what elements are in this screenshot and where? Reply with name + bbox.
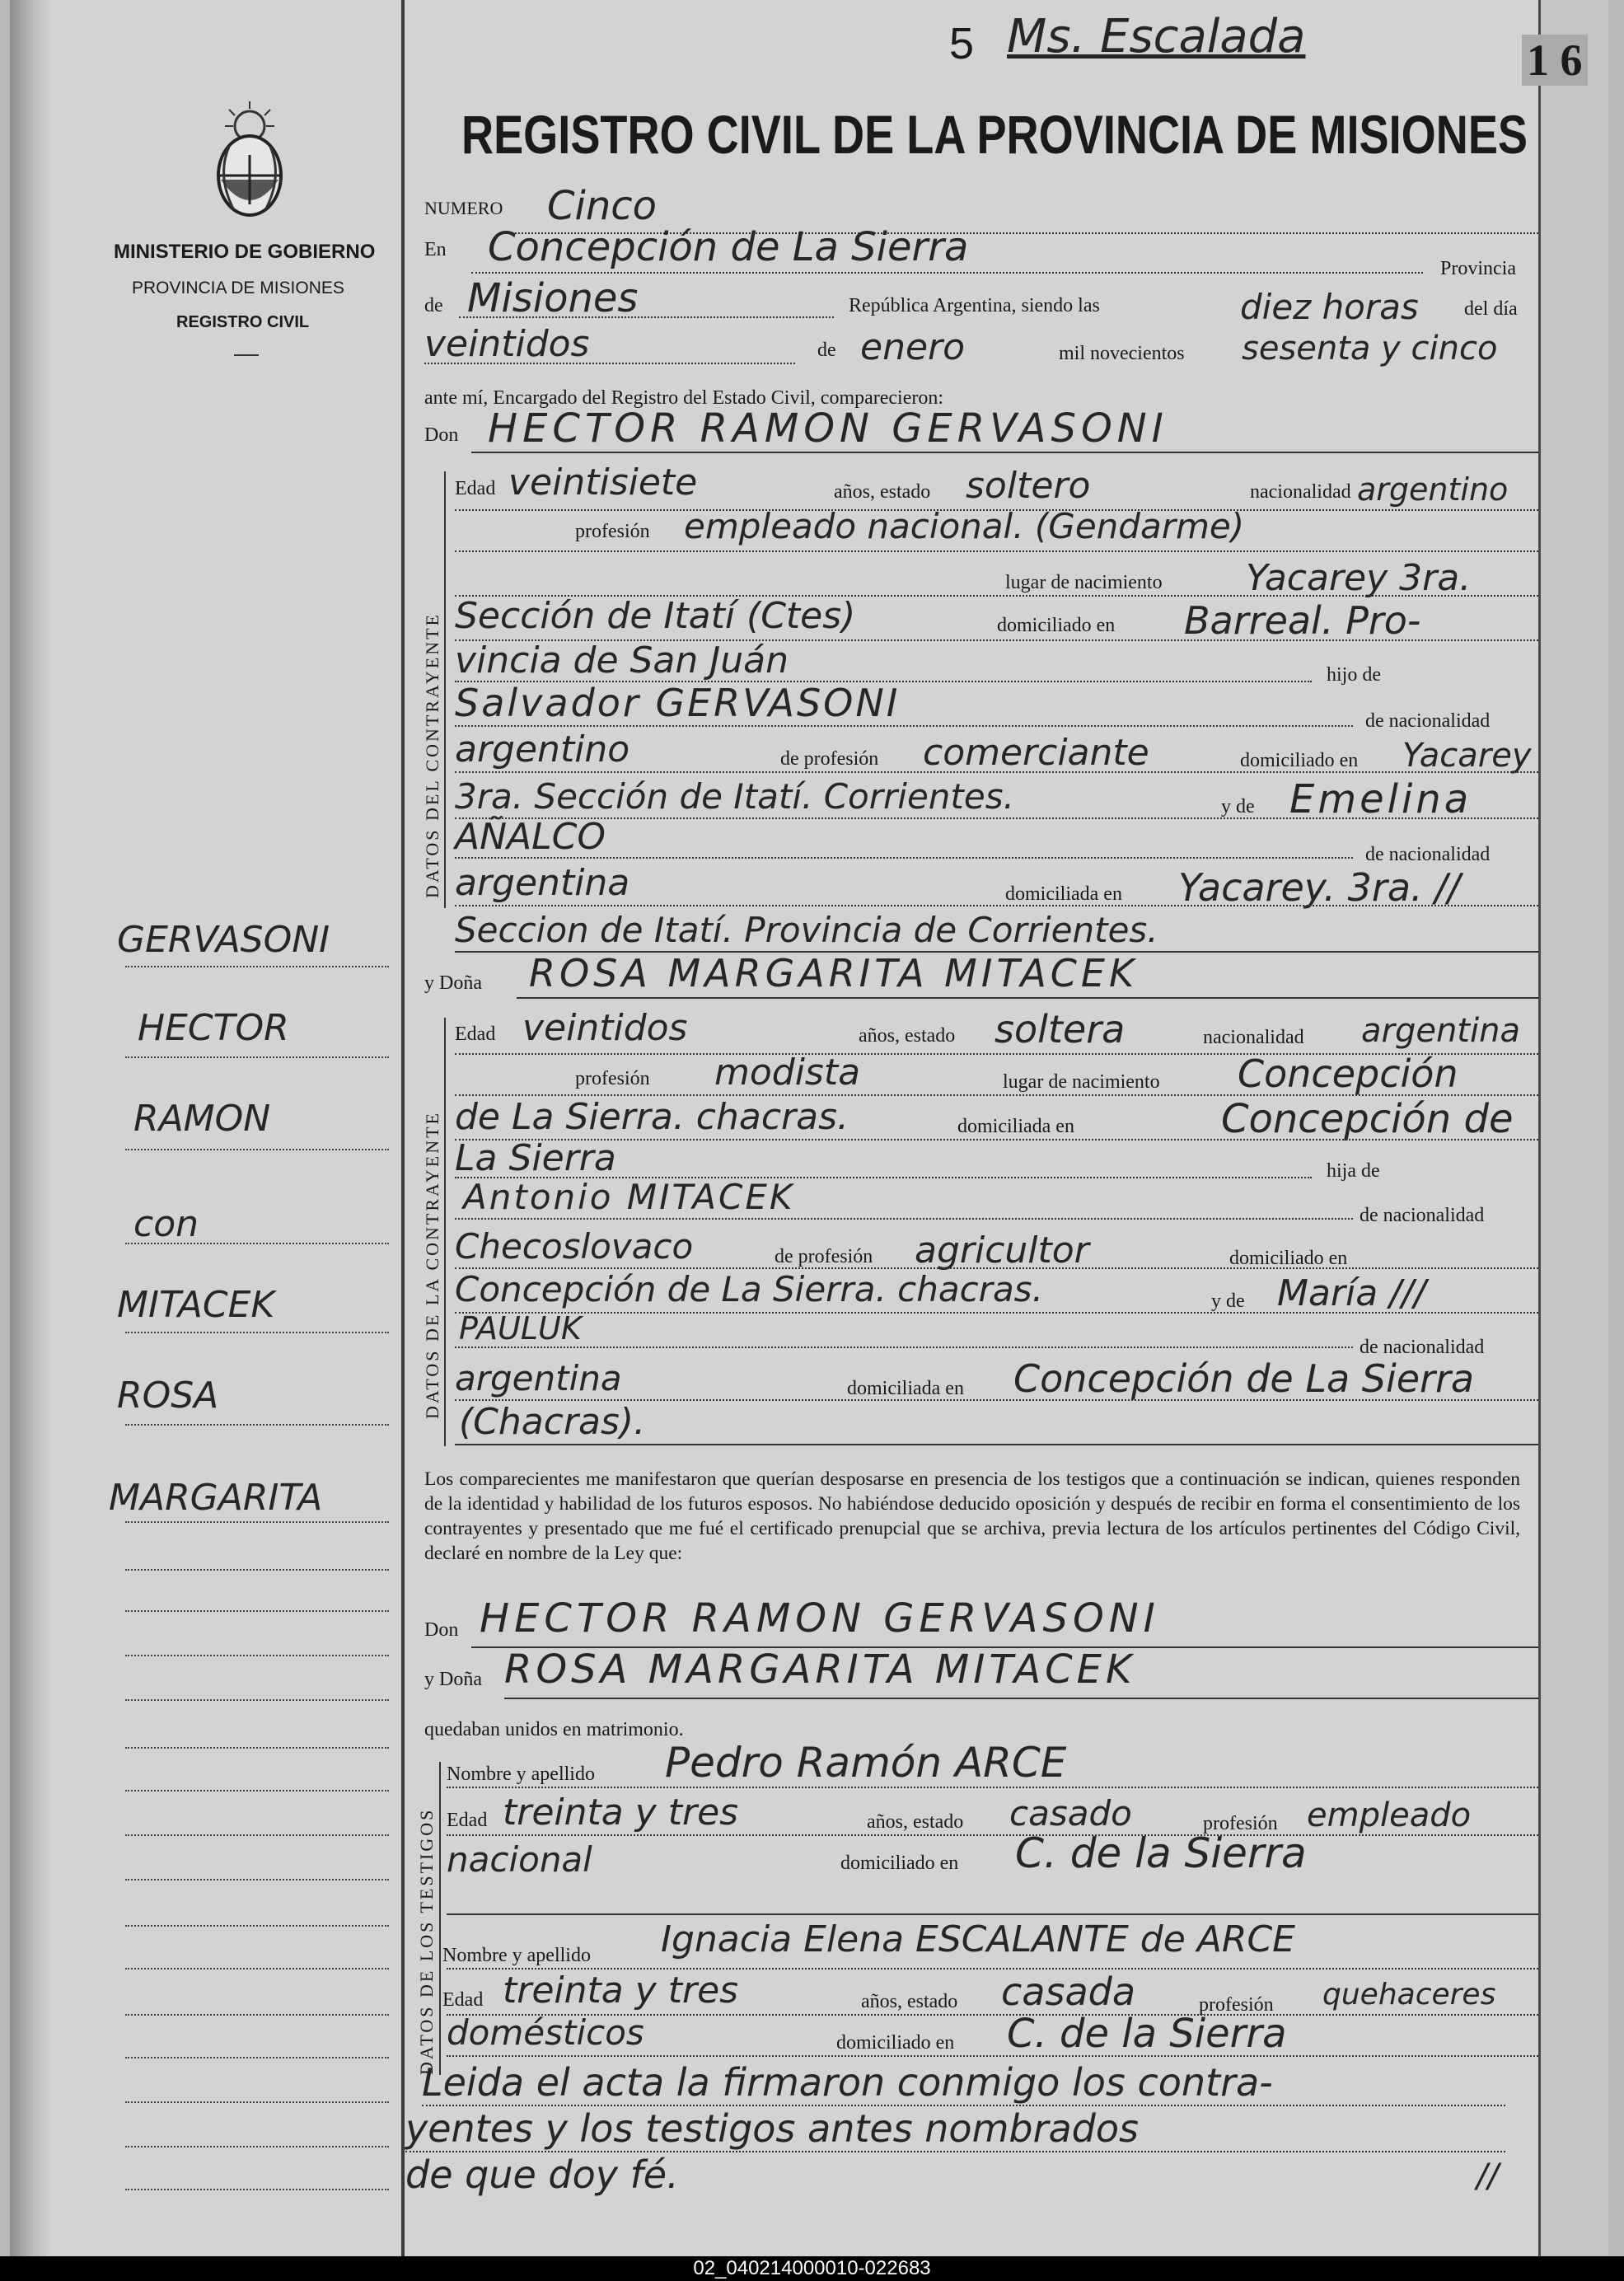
nombre-apellido-label: Nombre y apellido: [447, 1763, 595, 1785]
line: [455, 857, 1353, 859]
domiciliada-label: domiciliada en: [957, 1116, 1074, 1137]
margin-rule: [125, 2014, 389, 2016]
registry-dash: [234, 354, 259, 356]
groom-address: Barreal. Pro-: [1184, 598, 1421, 643]
margin-rule: [125, 1747, 389, 1749]
bride-name-final: ROSA MARGARITA MITACEK: [504, 1646, 1136, 1693]
witness2-address: C. de la Sierra: [1007, 2011, 1287, 2057]
binding-shadow: [10, 0, 49, 2256]
margin-rule: [125, 2101, 389, 2103]
line: [455, 1218, 1353, 1220]
groom-father-nationality: argentino: [455, 728, 630, 770]
groom-name: HECTOR RAMON GERVASONI: [488, 405, 1168, 452]
groom-birthplace: Yacarey 3ra.: [1246, 557, 1472, 599]
witnesses-bracket: [439, 1762, 441, 2075]
bride-father-profession: agricultor: [915, 1229, 1089, 1272]
line: [504, 1698, 1538, 1699]
witness1-profession-2: nacional: [447, 1839, 592, 1880]
domiciliado-label: domiciliado en: [1229, 1248, 1348, 1269]
bride-birthplace: Concepción: [1238, 1052, 1458, 1096]
groom-nationality: argentino: [1357, 471, 1509, 508]
line: [447, 1787, 1538, 1788]
bride-profession: modista: [714, 1052, 861, 1094]
margin-name: GERVASONI: [117, 919, 330, 961]
republica-label: República Argentina, siendo las: [849, 295, 1100, 316]
document-page: [10, 0, 1608, 2256]
de-nacionalidad-label: de nacionalidad: [1365, 710, 1491, 732]
y-de-label: y de: [1221, 796, 1255, 817]
closing-line-1: Leida el acta la firmaron conmigo los contra-: [422, 2060, 1273, 2105]
groom-father-address-2: 3ra. Sección de Itatí. Corrientes.: [455, 776, 1014, 817]
margin-rule: [125, 1149, 389, 1150]
province-value: Misiones: [467, 275, 639, 321]
witness1-profession: empleado: [1307, 1796, 1472, 1834]
margin-rule: [125, 1610, 389, 1612]
witness2-state: casada: [1001, 1970, 1136, 2014]
bride-address-2: La Sierra: [455, 1137, 616, 1179]
registry-label: REGISTRO CIVIL: [176, 313, 310, 331]
anos-estado-label: años, estado: [834, 481, 931, 503]
line: [455, 771, 1538, 773]
bride-father-nationality: Checoslovaco: [455, 1226, 694, 1267]
de-nacionalidad-label: de nacionalidad: [1360, 1205, 1485, 1226]
bride-father-address: Concepción de La Sierra. chacras.: [455, 1269, 1043, 1309]
margin-rule: [125, 2189, 389, 2190]
closing-mark: //: [1477, 2157, 1499, 2195]
en-label: En: [424, 239, 447, 260]
mil-label: mil novecientos: [1059, 343, 1185, 364]
don-label: Don: [424, 1619, 459, 1641]
don-label: Don: [424, 424, 459, 446]
de-mes-label: de: [817, 340, 836, 361]
groom-father: Salvador GERVASONI: [455, 681, 901, 725]
groom-bracket: [444, 471, 446, 908]
margin-rule: [125, 1424, 389, 1426]
folio-number: 1 6: [1522, 35, 1588, 86]
profesion-label: profesión: [575, 1068, 650, 1089]
line: [455, 905, 1538, 906]
bride-mother: María ///: [1277, 1272, 1426, 1314]
bride-father: Antonio MITACEK: [463, 1177, 795, 1217]
bride-state: soltera: [995, 1007, 1126, 1052]
line: [455, 550, 1538, 552]
line: [459, 316, 834, 318]
witness1-address: C. de la Sierra: [1015, 1829, 1307, 1877]
profesion-label: profesión: [1199, 1994, 1274, 2016]
domiciliado-label: domiciliado en: [836, 2032, 955, 2054]
domiciliada-label: domiciliada en: [847, 1378, 964, 1399]
line: [471, 452, 1538, 453]
nacionalidad-label: nacionalidad: [1203, 1027, 1304, 1048]
bride-nationality: argentina: [1361, 1012, 1520, 1050]
next-page-edge: [1541, 0, 1608, 2256]
anos-estado-label: años, estado: [859, 1025, 956, 1047]
margin-rule: [125, 1790, 389, 1792]
anos-estado-label: años, estado: [867, 1811, 964, 1833]
groom-mother-nationality: argentina: [455, 862, 630, 904]
de-label: de: [424, 295, 443, 316]
margin-rule: [125, 1569, 389, 1571]
month-value: enero: [860, 326, 966, 368]
numero-label: NUMERO: [424, 198, 503, 218]
profesion-label: profesión: [575, 521, 650, 542]
corner-signature: Ms. Escalada: [1007, 10, 1306, 63]
margin-name: MITACEK: [117, 1284, 275, 1326]
groom-section-label: DATOS DEL CONTRAYENTE: [422, 612, 442, 898]
de-nacionalidad-label: de nacionalidad: [1365, 844, 1491, 865]
del-dia-label: del día: [1464, 298, 1518, 320]
margin-rule: [125, 2057, 389, 2059]
margin-rule: [125, 1968, 389, 1970]
groom-birthplace-2: Sección de Itatí (Ctes): [455, 595, 856, 637]
margin-rule: [125, 1332, 389, 1333]
margin-rule: [125, 1699, 389, 1701]
line: [455, 1312, 1538, 1314]
groom-mother-2: AÑALCO: [455, 816, 606, 858]
bride-mother-2: PAULUK: [459, 1310, 582, 1347]
witnesses-section-label: DATOS DE LOS TESTIGOS: [416, 1807, 437, 2075]
hija-de-label: hija de: [1327, 1160, 1380, 1182]
nombre-apellido-label: Nombre y apellido: [442, 1945, 591, 1966]
margin-name: HECTOR: [138, 1007, 289, 1049]
hijo-de-label: hijo de: [1327, 664, 1381, 686]
domiciliado-label: domiciliado en: [997, 615, 1116, 636]
domiciliado-label: domiciliado en: [840, 1852, 959, 1874]
bride-mother-nationality: argentina: [455, 1358, 622, 1398]
groom-address-2: vincia de San Juán: [455, 639, 789, 681]
margin-name: con: [133, 1203, 199, 1245]
image-id-footer: 02_040214000010-022683: [0, 2256, 1624, 2281]
line: [517, 997, 1538, 999]
margin-rule: [125, 1879, 389, 1881]
de-profesion-label: de profesión: [780, 748, 879, 770]
witness1-age: treinta y tres: [503, 1792, 739, 1834]
groom-profession: empleado nacional. (Gendarme): [684, 506, 1245, 546]
line: [447, 1834, 1538, 1836]
edad-label: Edad: [455, 478, 496, 499]
bride-address: Concepción de: [1221, 1096, 1514, 1142]
margin-rule: [125, 1925, 389, 1927]
bride-name: ROSA MARGARITA MITACEK: [529, 951, 1139, 995]
bride-birthplace-2: de La Sierra. chacras.: [455, 1096, 849, 1138]
day-value: veintidos: [424, 323, 590, 365]
bride-section-label: DATOS DE LA CONTRAYENTE: [422, 1111, 442, 1419]
groom-name-final: HECTOR RAMON GERVASONI: [480, 1595, 1160, 1642]
lugar-nacimiento-label: lugar de nacimiento: [1003, 1071, 1160, 1093]
line: [455, 1444, 1538, 1445]
line: [455, 1347, 1353, 1348]
line: [447, 1913, 1538, 1915]
witness2-name: Ignacia Elena ESCALANTE de ARCE: [661, 1918, 1295, 1960]
witness2-profession-2: domésticos: [447, 2012, 644, 2053]
numero-value: Cinco: [547, 183, 658, 229]
edad-label: Edad: [447, 1810, 488, 1831]
margin-name: RAMON: [133, 1098, 271, 1140]
page-number: 5: [949, 19, 975, 68]
line: [455, 1139, 1538, 1140]
margin-rule: [125, 2146, 389, 2148]
groom-father-address: Yacarey: [1402, 737, 1532, 775]
coat-of-arms-icon: [204, 97, 295, 221]
groom-mother: Emelina: [1289, 776, 1472, 822]
bride-bracket: [444, 1018, 446, 1446]
line: [455, 817, 1538, 819]
de-nacionalidad-label: de nacionalidad: [1360, 1337, 1485, 1358]
place-value: Concepción de La Sierra: [488, 224, 969, 270]
provincia-label: Provincia: [1440, 258, 1516, 279]
witness1-name: Pedro Ramón ARCE: [665, 1739, 1067, 1787]
witness2-profession: quehaceres: [1322, 1978, 1496, 2012]
groom-state: soltero: [966, 465, 1091, 507]
groom-father-profession: comerciante: [923, 732, 1149, 774]
witness1-state: casado: [1009, 1793, 1132, 1834]
profesion-label: profesión: [1203, 1813, 1278, 1834]
groom-mother-address: Yacarey. 3ra. //: [1178, 865, 1461, 910]
line: [447, 2055, 1538, 2057]
line: [424, 363, 795, 364]
ministry-label: MINISTERIO DE GOBIERNO: [114, 241, 376, 263]
margin-rule: [125, 966, 389, 967]
time-value: diez horas: [1240, 287, 1419, 327]
document-title: REGISTRO CIVIL DE LA PROVINCIA DE MISIONES: [461, 104, 1528, 165]
bride-mother-address: Concepción de La Sierra: [1013, 1356, 1475, 1401]
closing-line-2: yentes y los testigos antes nombrados: [405, 2106, 1139, 2151]
domiciliada-label: domiciliada en: [1005, 883, 1122, 905]
groom-age: veintisiete: [508, 461, 698, 504]
margin-rule: [125, 1243, 389, 1244]
quedaban-label: quedaban unidos en matrimonio.: [424, 1719, 684, 1740]
year-value: sesenta y cinco: [1242, 330, 1498, 368]
bride-age: veintidos: [522, 1007, 688, 1049]
anos-estado-label: años, estado: [861, 1991, 958, 2012]
closing-line-3: de que doy fé.: [405, 2152, 679, 2197]
groom-mother-address-2: Seccion de Itatí. Provincia de Corrientes.: [455, 910, 1158, 950]
margin-name: ROSA: [117, 1375, 219, 1417]
nacionalidad-label: nacionalidad: [1250, 481, 1351, 503]
lugar-nacimiento-label: lugar de nacimiento: [1005, 572, 1163, 593]
margin-rule: [125, 1056, 389, 1058]
margin-rule: [125, 1521, 389, 1523]
province-label: PROVINCIA DE MISIONES: [132, 279, 344, 297]
ante-mi-label: ante mí, Encargado del Registro del Estado Civil, comparecieron:: [424, 387, 944, 409]
witness2-age: treinta y tres: [503, 1970, 739, 2012]
bride-mother-address-2: (Chacras).: [459, 1401, 646, 1443]
declaration-paragraph: Los comparecientes me manifestaron que querían desposarse en presencia de los testigos que a continuación se indican, quienes responden de la identidad y habilidad de los futuros esposos. No habiéndose deducido oposición y después de recibir en forma el consentimiento de los contrayentes y presentado que me fué el certificado prenupcial que se archiva, previa lectura de los artículos pertinentes del Código Civil, declaré en nombre de la Ley que:: [424, 1468, 1520, 1564]
de-profesion-label: de profesión: [775, 1246, 873, 1267]
margin-name: MARGARITA: [109, 1477, 323, 1519]
dona-label: y Doña: [424, 972, 482, 994]
edad-label: Edad: [455, 1023, 496, 1045]
margin-rule: [125, 1834, 389, 1836]
margin-rule: [125, 1655, 389, 1656]
domiciliado-label: domiciliado en: [1240, 750, 1359, 771]
edad-label: Edad: [442, 1989, 484, 2011]
line: [455, 725, 1353, 727]
line: [471, 272, 1423, 274]
dona-label: y Doña: [424, 1669, 482, 1690]
y-de-label: y de: [1211, 1290, 1245, 1312]
